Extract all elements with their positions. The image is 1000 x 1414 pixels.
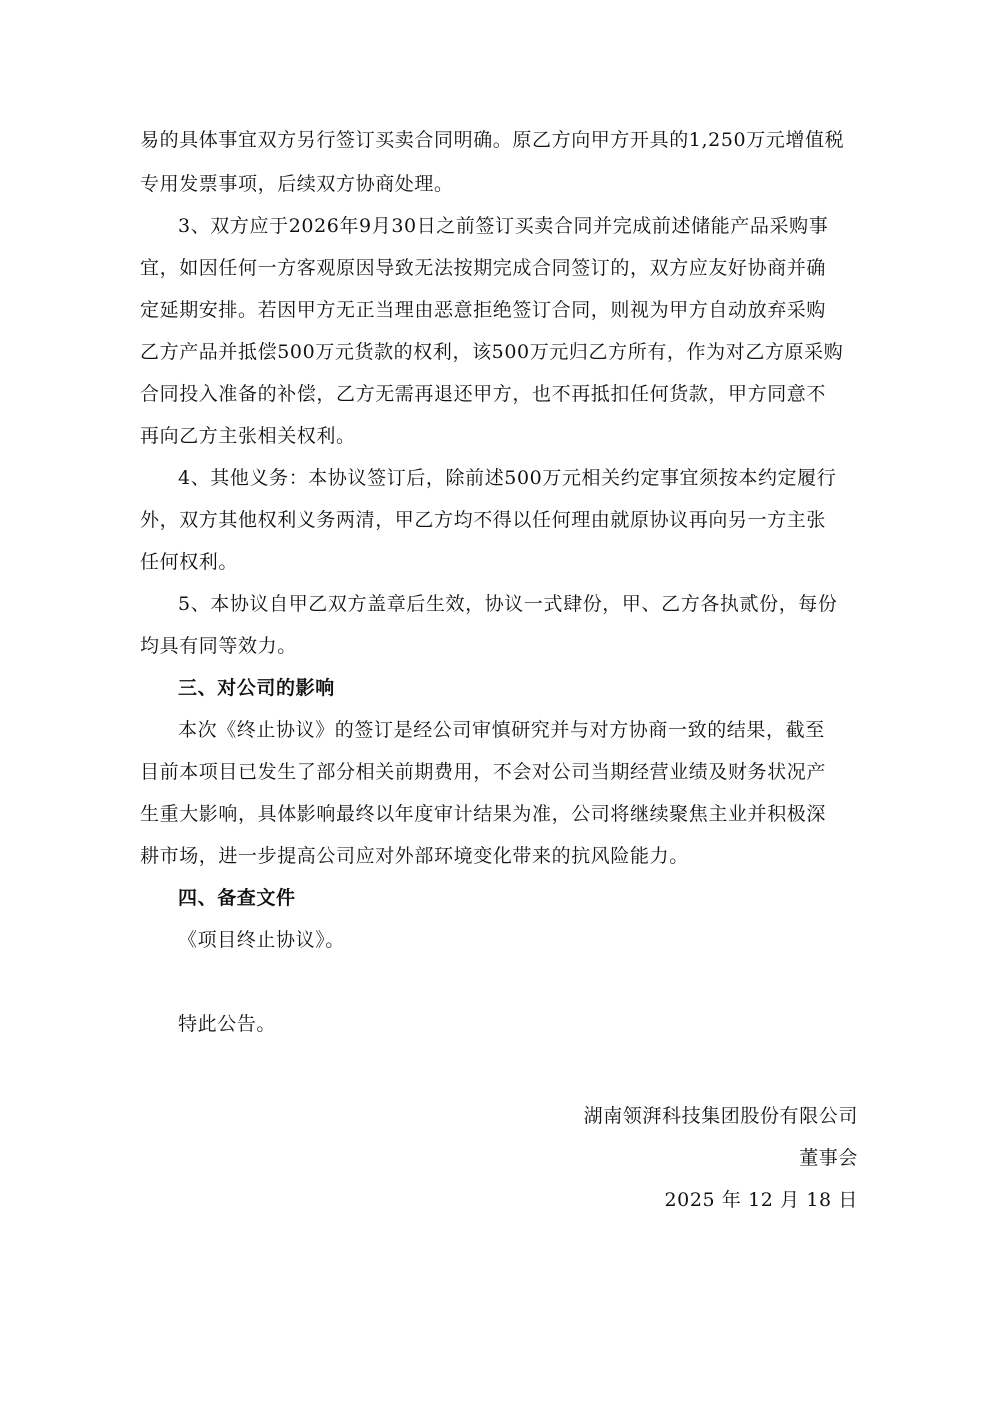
body-line: 乙方产品并抵偿500万元货款的权利，该500万元归乙方所有，作为对乙方原采购 bbox=[140, 341, 844, 363]
body-line: 3、双方应于2026年9月30日之前签订买卖合同并完成前述储能产品采购事 bbox=[178, 215, 829, 237]
body-line: 专用发票事项，后续双方协商处理。 bbox=[140, 173, 454, 195]
body-line: 合同投入准备的补偿，乙方无需再退还甲方，也不再抵扣任何货款，甲方同意不 bbox=[140, 383, 827, 405]
body-line: 《项目终止协议》。 bbox=[178, 929, 345, 951]
body-line: 均具有同等效力。 bbox=[140, 635, 297, 657]
closing-line: 特此公告。 bbox=[178, 1013, 277, 1035]
body-line: 宜，如因任何一方客观原因导致无法按期完成合同签订的，双方应友好协商并确 bbox=[140, 257, 827, 279]
body-line: 易的具体事宜双方另行签订买卖合同明确。原乙方向甲方开具的1,250万元增值税 bbox=[140, 129, 845, 151]
body-line: 外，双方其他权利义务两清，甲乙方均不得以任何理由就原协议再向另一方主张 bbox=[140, 509, 827, 531]
body-line: 再向乙方主张相关权利。 bbox=[140, 425, 356, 447]
signature-date: 2025 年 12 月 18 日 bbox=[664, 1189, 858, 1211]
body-line: 生重大影响，具体影响最终以年度审计结果为准，公司将继续聚焦主业并积极深 bbox=[140, 803, 827, 825]
signature-board: 董事会 bbox=[799, 1147, 858, 1169]
body-line: 目前本项目已发生了部分相关前期费用，不会对公司当期经营业绩及财务状况产 bbox=[140, 761, 827, 783]
body-line: 定延期安排。若因甲方无正当理由恶意拒绝签订合同，则视为甲方自动放弃采购 bbox=[140, 299, 827, 321]
section-heading: 四、备查文件 bbox=[178, 887, 296, 909]
body-line: 4、其他义务：本协议签订后，除前述500万元相关约定事宜须按本约定履行 bbox=[178, 467, 837, 489]
section-heading: 三、对公司的影响 bbox=[178, 677, 335, 699]
body-line: 5、本协议自甲乙双方盖章后生效，协议一式肆份，甲、乙方各执贰份，每份 bbox=[178, 593, 838, 615]
body-line: 本次《终止协议》的签订是经公司审慎研究并与对方协商一致的结果，截至 bbox=[178, 719, 825, 741]
body-line: 任何权利。 bbox=[140, 551, 239, 573]
body-line: 耕市场，进一步提高公司应对外部环境变化带来的抗风险能力。 bbox=[140, 845, 689, 867]
signature-company: 湖南领湃科技集团股份有限公司 bbox=[583, 1105, 858, 1127]
